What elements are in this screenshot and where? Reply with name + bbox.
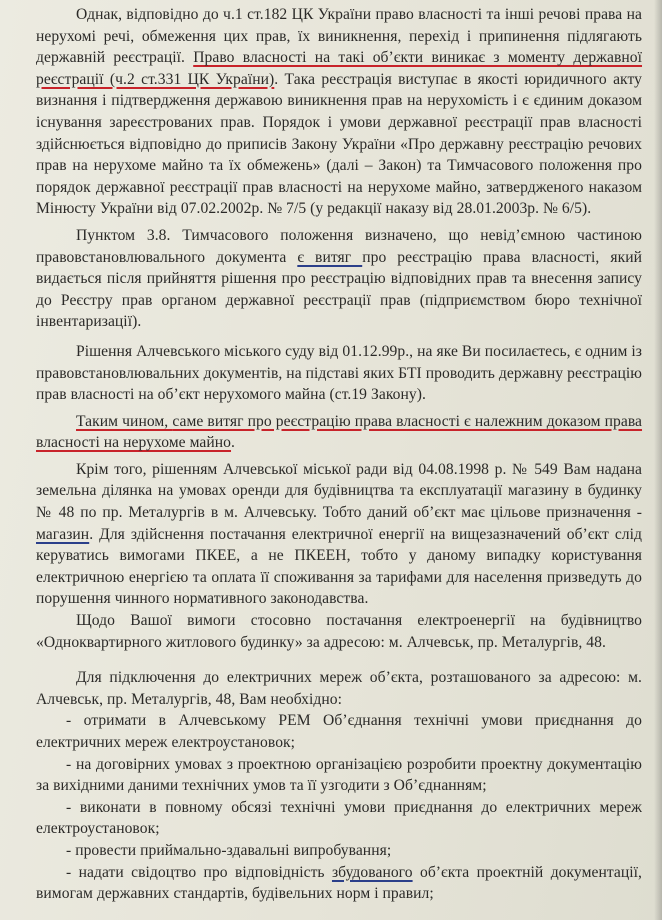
paragraph-extract-clause: [36, 225, 642, 333]
list-item: - отримати в Алчевському РЕМ Об’єднання технічні умови приєднання до електричних мереж електроустановок;: [36, 712, 642, 751]
text-segment: об’єкта проектній документації, вимогам державних стандартів, будівельних норм і правил;: [36, 863, 642, 903]
paragraph-conclusion: [36, 411, 642, 454]
text-segment: про реєстрацію права власності, який видається після прийняття рішення про реєстрацію відповідних прав та внесення запису до Реєстру прав органом державної реєстрації прав (підприємством бюро технічної інвентаризації).: [36, 248, 642, 331]
blue-underlined-text: є витяг: [297, 248, 363, 266]
text-segment: Крім того, рішенням Алчевської міської ради від 04.08.1998 р. № 549 Вам надана земельна ділянка на умовах оренди для будівництва та експлуатації магазину в будинку № 48 по пр. Металургів в м. Алчевську. Тобто даний об’єкт має цільове призначення -: [36, 460, 642, 522]
blue-underlined-text: магазин: [36, 525, 90, 543]
paragraph-ownership-registration: [36, 4, 642, 220]
list-item: - на договірних умовах з проектною організацією розробити проектну документацію за вихідними даними технічних умов та її узгодити з Об’єднанням;: [36, 755, 642, 795]
list-item: - провести приймально-здавальні випробування;: [66, 841, 392, 859]
paragraph-connection-intro: Для підключення до електричних мереж об’єкта, розташованого за адресою: м. Алчевськ, пр. Металургів, 48, Вам необхідно:: [36, 669, 642, 708]
list-item: - виконати в повному обсязі технічні умови приєднання до електричних мереж електроустановок;: [36, 798, 642, 838]
text-segment: - надати свідоцтво про відповідність: [66, 863, 332, 881]
red-underlined-text: Таким чином,: [76, 412, 173, 430]
paragraph-supply-request: Щодо Вашої вимоги стосовно постачання електроенергії на будівництво «Одноквартирного житлового будинку» за адресою: м. Алчевськ, пр. Металургів, 48.: [36, 612, 642, 651]
paragraph-land-lease: [36, 459, 642, 610]
text-segment: .: [231, 434, 235, 452]
blue-underlined-text: збудованого: [331, 863, 413, 881]
text-segment: . Така реєстрація виступає в якості юридичного акту визнання і підтвердження державою виникнення прав на нерухомість і є єдиним доказом існування зареєстрованих прав. Порядок і умови державної реєстрації прав власності здійснюється відповідно до приписів Закону України «Про державну реєстрацію речових прав на нерухоме майно та їх обмежень» (далі – Закон) та Тимчасового положення про порядок державної реєстрації прав власності на нерухоме майно, затвердженого наказом Мінюсту України від 07.02.2002р. № 7/5 (у редакції наказу від 28.01.2003р. № 6/5).: [36, 70, 642, 218]
text-segment: . Для здійснення постачання електричної енергії на вищезазначений об’єкт слід керуватись вимогами ПКЕЕ, а не ПКЕЕН, тобто у даному випадку користування електричною енергією та оплата її споживання за тарифами для населення призведуть до порушення чинного нормативного законодавства.: [36, 525, 642, 608]
list-item: [36, 862, 642, 905]
red-underlined-text: саме витяг про реєстрацію права власності є належним доказом права власності на нерухоме майно: [36, 412, 643, 452]
paragraph-court-decision: Рішення Алчевського міського суду від 01.12.99р., на яке Ви посилаєтесь, є одним із правовстановлювальних документів, на підставі яких БТІ проводить державну реєстрацію прав власності на об’єкт нерухомого майна (ст.19 Закону).: [36, 342, 642, 404]
text-segment: Однак, відповідно до ч.1 ст.182 ЦК України право власності та інші речові права на нерухомі речі, обмеження цих прав, їх виникнення, перехід і припинення підлягають державній реєстрації.: [36, 6, 642, 67]
red-underlined-text: Право власності на такі об’єкти виникає з моменту державної реєстрації (ч.2 ст.331 ЦК України): [36, 49, 643, 88]
text-segment: Пунктом 3.8. Тимчасового положення визначено, що невід’ємною частиною правовстановлювального документа: [36, 226, 642, 266]
